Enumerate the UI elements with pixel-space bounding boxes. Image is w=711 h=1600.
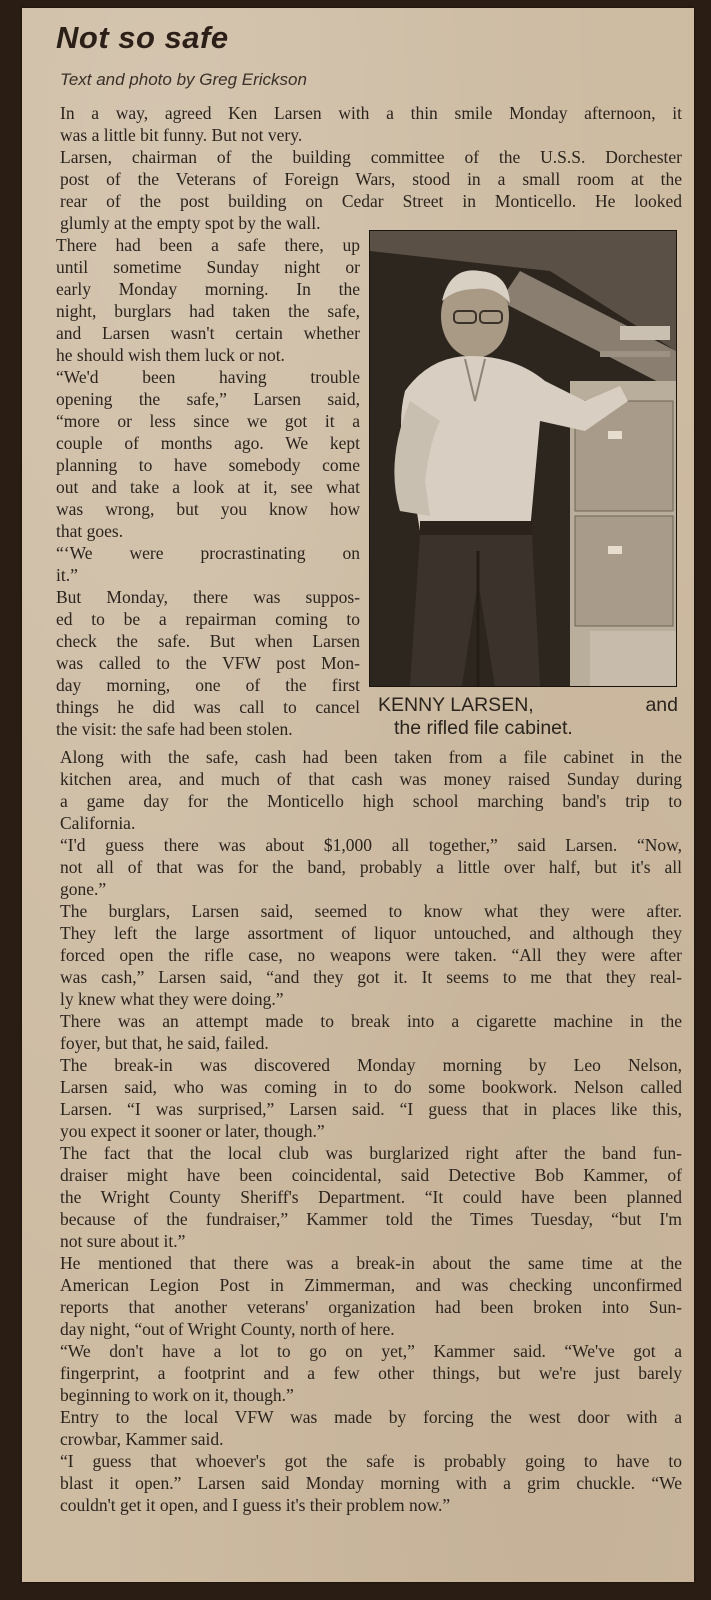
text-line: The burglars, Larsen said, seemed to know what they were after. (60, 901, 682, 921)
text-line: The fact that the local club was burglarized right after the band fun- (60, 1143, 682, 1163)
paragraph (34, 146, 682, 234)
text-line: planning to have somebody come (56, 455, 360, 475)
text-line: American Legion Post in Zimmerman, and was checking unconfirmed (60, 1275, 682, 1295)
text-line: post of the Veterans of Foreign Wars, stood in a small room at the (60, 169, 682, 189)
headline: Not so safe (56, 20, 229, 55)
text-line: was called to the VFW post Mon- (56, 653, 360, 673)
text-line: blast it open.” Larsen said Monday morning with a grim chuckle. “We (60, 1473, 682, 1493)
byline: Text and photo by Greg Erickson (60, 70, 307, 89)
news-photo (369, 230, 677, 687)
text-line: day night, “out of Wright County, north of here. (60, 1319, 395, 1339)
paragraph (34, 1450, 682, 1516)
text-line: and Larsen wasn't certain whether (56, 323, 360, 343)
paragraph (34, 834, 682, 900)
text-line: In a way, agreed Ken Larsen with a thin smile Monday afternoon, it (60, 103, 682, 123)
text-line: Larsen said, who was coming in to do some bookwork. Nelson called (60, 1077, 682, 1097)
text-line: was cash,” Larsen said, “and they got it. It seems to me that they real- (60, 967, 682, 987)
text-line: There had been a safe there, up (56, 235, 360, 255)
paragraph (34, 1340, 682, 1406)
text-line: until sometime Sunday night or (56, 257, 360, 277)
text-line: “I guess that whoever's got the safe is probably going to have to (60, 1451, 682, 1471)
paragraph (34, 1406, 682, 1450)
text-line: was wrong, but you know how (56, 499, 360, 519)
paragraph (34, 102, 682, 146)
text-line: draiser might have been coincidental, said Detective Bob Kammer, of (60, 1165, 682, 1185)
caption-line: the rifled file cabinet. (394, 717, 573, 739)
paragraph (34, 900, 682, 1010)
text-line: “‘We were procrastinating on (56, 543, 360, 563)
text-line: “I'd guess there was about $1,000 all together,” said Larsen. “Now, (60, 835, 682, 855)
text-line: because of the fundraiser,” Kammer told the Times Tuesday, “but I'm (60, 1209, 682, 1229)
text-line: Entry to the local VFW was made by forcing the west door with a (60, 1407, 682, 1427)
text-line: he should wish them luck or not. (56, 345, 285, 365)
text-line: reports that another veterans' organization had been broken into Sun- (60, 1297, 682, 1317)
text-line: a game day for the Monticello high school marching band's trip to (60, 791, 682, 811)
text-line: ed to be a repairman coming to (56, 609, 360, 629)
text-line: gone.” (60, 879, 107, 899)
paragraph (30, 234, 360, 366)
photo-image (370, 231, 676, 686)
paragraph (34, 1010, 682, 1054)
text-line: you expect it sooner or later, though.” (60, 1121, 325, 1141)
text-line: “We don't have a lot to go on yet,” Kammer said. “We've got a (60, 1341, 682, 1361)
text-line: glumly at the empty spot by the wall. (60, 213, 321, 233)
paragraph (34, 746, 682, 834)
text-line: it.” (56, 565, 78, 585)
text-line: couple of months ago. We kept (56, 433, 360, 453)
text-line: opening the safe,” Larsen said, (56, 389, 360, 409)
paragraph (34, 1252, 682, 1340)
paragraph (30, 366, 360, 542)
text-line: not sure about it.” (60, 1231, 186, 1251)
text-line: was a little bit funny. But not very. (60, 125, 303, 145)
text-line: He mentioned that there was a break-in about the same time at the (60, 1253, 682, 1273)
text-line: There was an attempt made to break into a cigarette machine in the (60, 1011, 682, 1031)
text-line: the Wright County Sheriff's Department. “It could have been planned (60, 1187, 682, 1207)
text-line: couldn't get it open, and I guess it's their problem now.” (60, 1495, 451, 1515)
text-line: They left the large assortment of liquor untouched, and although they (60, 923, 682, 943)
text-line: Along with the safe, cash had been taken from a file cabinet in the (60, 747, 682, 767)
text-line: beginning to work on it, though.” (60, 1385, 294, 1405)
text-line: fingerprint, a footprint and a few other things, but we're just barely (60, 1363, 682, 1383)
newspaper-clipping (22, 8, 694, 1582)
text-line: ly knew what they were doing.” (60, 989, 284, 1009)
text-line: crowbar, Kammer said. (60, 1429, 224, 1449)
text-line: “We'd been having trouble (56, 367, 360, 387)
text-line: Larsen, chairman of the building committee of the U.S.S. Dorchester (60, 147, 682, 167)
text-line: night, burglars had taken the safe, (56, 301, 360, 321)
text-line: The break-in was discovered Monday morning by Leo Nelson, (60, 1055, 682, 1075)
paragraph (34, 1054, 682, 1142)
text-line: California. (60, 813, 136, 833)
text-line: not all of that was for the band, probably a little over half, but it's all (60, 857, 682, 877)
photo-caption (378, 694, 678, 740)
text-line: Larsen. “I was surprised,” Larsen said. “I guess that in places like this, (60, 1099, 682, 1119)
paragraph (30, 542, 360, 586)
text-line: things he did was call to cancel (56, 697, 360, 717)
text-line: check the safe. But when Larsen (56, 631, 360, 651)
paragraph (30, 586, 360, 740)
text-line: kitchen area, and much of that cash was money raised Sunday during (60, 769, 682, 789)
text-line: day morning, one of the first (56, 675, 360, 695)
text-line: But Monday, there was suppos- (56, 587, 360, 607)
text-line: out and take a look at it, see what (56, 477, 360, 497)
text-line: early Monday morning. In the (56, 279, 360, 299)
text-line: “more or less since we got it a (56, 411, 360, 431)
text-line: the visit: the safe had been stolen. (56, 719, 293, 739)
text-line: foyer, but that, he said, failed. (60, 1033, 269, 1053)
text-line: that goes. (56, 521, 124, 541)
caption-tail: and (645, 694, 678, 716)
paragraph (34, 1142, 682, 1252)
text-line: forced open the rifle case, no weapons were taken. “All they were after (60, 945, 682, 965)
text-line: rear of the post building on Cedar Street in Monticello. He looked (60, 191, 682, 211)
caption-name: KENNY LARSEN, (378, 694, 534, 716)
